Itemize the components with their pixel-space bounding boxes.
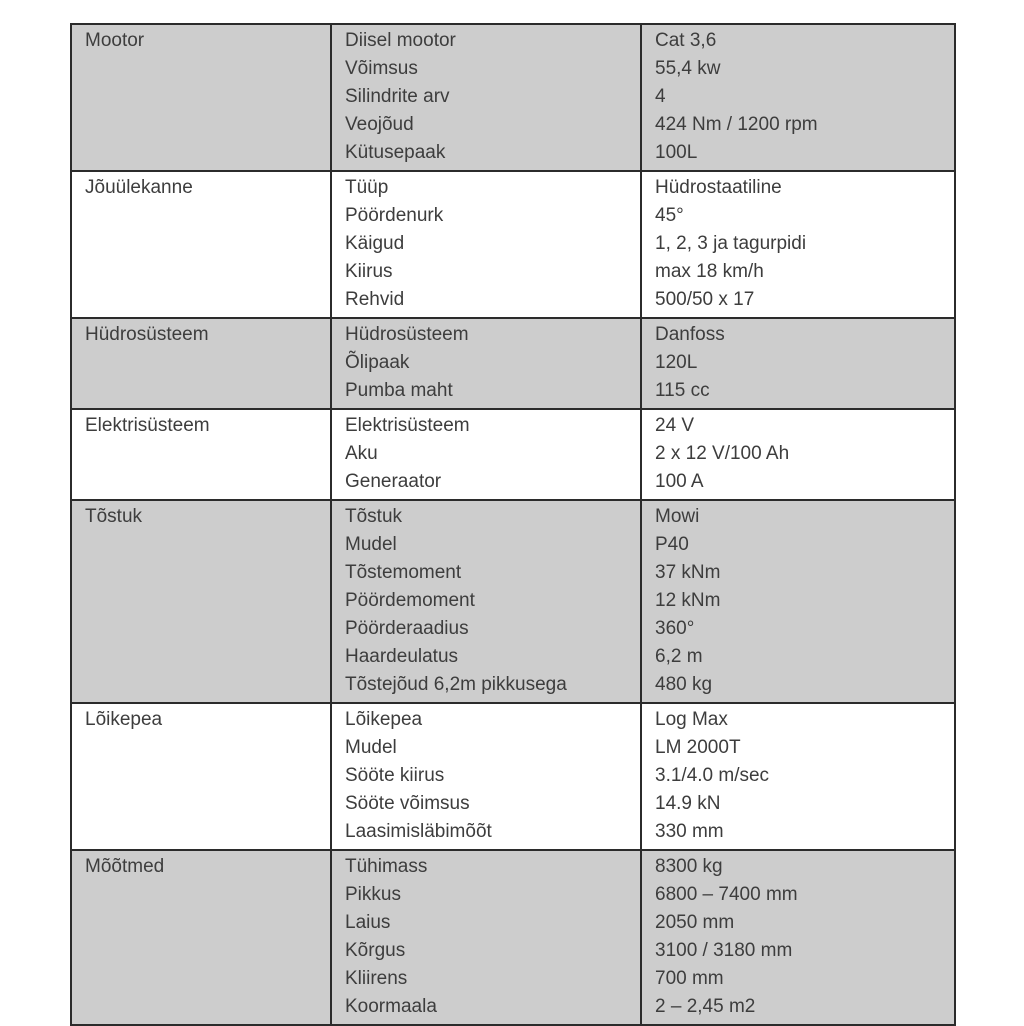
section-elektrisusteem xyxy=(72,408,954,499)
value-cell xyxy=(640,501,954,702)
value-cell xyxy=(640,319,954,408)
property-label: Haardeulatus xyxy=(345,646,459,667)
value-text: Hüdrostaatiline xyxy=(655,177,782,198)
property-cell xyxy=(330,410,640,499)
value-text: Danfoss xyxy=(655,324,725,345)
property-label: Hüdrosüsteem xyxy=(345,324,469,345)
value-text: 37 kNm xyxy=(655,562,721,583)
category-cell xyxy=(72,501,330,702)
property-label: Pumba maht xyxy=(345,380,453,401)
value-cell xyxy=(640,704,954,849)
category-cell xyxy=(72,172,330,317)
value-text: 2050 mm xyxy=(655,912,735,933)
value-text: 3100 / 3180 mm xyxy=(655,940,793,961)
value-text: 330 mm xyxy=(655,821,724,842)
value-text: 6,2 m xyxy=(655,646,703,667)
property-cell xyxy=(330,319,640,408)
value-text: 2 x 12 V/100 Ah xyxy=(655,443,790,464)
value-text: 55,4 kw xyxy=(655,58,721,79)
value-text: 360° xyxy=(655,618,695,639)
section-loikepea xyxy=(72,702,954,849)
value-text: 2 – 2,45 m2 xyxy=(655,996,756,1017)
value-text: 45° xyxy=(655,205,684,226)
value-text: Log Max xyxy=(655,709,728,730)
property-label: Sööte kiirus xyxy=(345,765,445,786)
category-cell xyxy=(72,319,330,408)
property-label: Tühimass xyxy=(345,856,428,877)
value-text: 4 xyxy=(655,86,666,107)
value-text: 100L xyxy=(655,142,698,163)
category-label: Hüdrosüsteem xyxy=(85,324,209,345)
property-label: Kliirens xyxy=(345,968,408,989)
property-cell xyxy=(330,501,640,702)
category-label: Lõikepea xyxy=(85,709,163,730)
property-label: Rehvid xyxy=(345,289,405,310)
category-label: Elektrisüsteem xyxy=(85,415,210,436)
property-label: Pöördemoment xyxy=(345,590,475,611)
section-hudrosusteem xyxy=(72,317,954,408)
value-cell xyxy=(640,172,954,317)
property-label: Kõrgus xyxy=(345,940,406,961)
property-label: Generaator xyxy=(345,471,442,492)
property-label: Õlipaak xyxy=(345,352,410,373)
value-text: max 18 km/h xyxy=(655,261,764,282)
category-cell xyxy=(72,410,330,499)
property-label: Elektrisüsteem xyxy=(345,415,470,436)
property-label: Lõikepea xyxy=(345,709,423,730)
property-label: Sööte võimsus xyxy=(345,793,470,814)
value-cell xyxy=(640,410,954,499)
value-text: 6800 – 7400 mm xyxy=(655,884,798,905)
property-cell xyxy=(330,25,640,170)
property-label: Laasimisläbimõõt xyxy=(345,821,492,842)
property-label: Silindrite arv xyxy=(345,86,450,107)
property-label: Tüüp xyxy=(345,177,389,198)
property-label: Mudel xyxy=(345,534,397,555)
value-text: 3.1/4.0 m/sec xyxy=(655,765,770,786)
category-cell xyxy=(72,25,330,170)
property-label: Pöördenurk xyxy=(345,205,444,226)
property-cell xyxy=(330,851,640,1024)
property-label: Tõstemoment xyxy=(345,562,462,583)
property-label: Võimsus xyxy=(345,58,418,79)
property-cell xyxy=(330,704,640,849)
value-text: 12 kNm xyxy=(655,590,721,611)
specification-table xyxy=(70,23,956,1026)
category-label: Mootor xyxy=(85,30,145,51)
value-text: 24 V xyxy=(655,415,695,436)
value-text: 1, 2, 3 ja tagurpidi xyxy=(655,233,807,254)
value-cell xyxy=(640,25,954,170)
value-text: 480 kg xyxy=(655,674,713,695)
category-cell xyxy=(72,704,330,849)
value-text: LM 2000T xyxy=(655,737,741,758)
category-label: Jõuülekanne xyxy=(85,177,193,198)
value-text: 424 Nm / 1200 rpm xyxy=(655,114,818,135)
property-label: Aku xyxy=(345,443,378,464)
category-cell xyxy=(72,851,330,1024)
property-label: Tõstuk xyxy=(345,506,403,527)
property-label: Käigud xyxy=(345,233,405,254)
property-cell xyxy=(330,172,640,317)
property-label: Laius xyxy=(345,912,391,933)
category-label: Mõõtmed xyxy=(85,856,165,877)
value-text: 100 A xyxy=(655,471,704,492)
section-tostuk xyxy=(72,499,954,702)
value-text: 500/50 x 17 xyxy=(655,289,755,310)
value-text: P40 xyxy=(655,534,689,555)
section-mootor xyxy=(72,25,954,170)
value-text: 700 mm xyxy=(655,968,724,989)
value-text: Cat 3,6 xyxy=(655,30,717,51)
value-text: 8300 kg xyxy=(655,856,723,877)
property-label: Diisel mootor xyxy=(345,30,456,51)
property-label: Pikkus xyxy=(345,884,401,905)
property-label: Koormaala xyxy=(345,996,437,1017)
value-cell xyxy=(640,851,954,1024)
property-label: Mudel xyxy=(345,737,397,758)
value-text: 120L xyxy=(655,352,698,373)
property-label: Tõstejõud 6,2m pikkusega xyxy=(345,674,567,695)
value-text: 14.9 kN xyxy=(655,793,721,814)
value-text: Mowi xyxy=(655,506,700,527)
value-text: 115 cc xyxy=(655,380,710,401)
category-label: Tõstuk xyxy=(85,506,143,527)
section-mootmed xyxy=(72,849,954,1024)
section-jouulekanne xyxy=(72,170,954,317)
property-label: Kiirus xyxy=(345,261,393,282)
property-label: Kütusepaak xyxy=(345,142,446,163)
property-label: Pöörderaadius xyxy=(345,618,469,639)
property-label: Veojõud xyxy=(345,114,414,135)
